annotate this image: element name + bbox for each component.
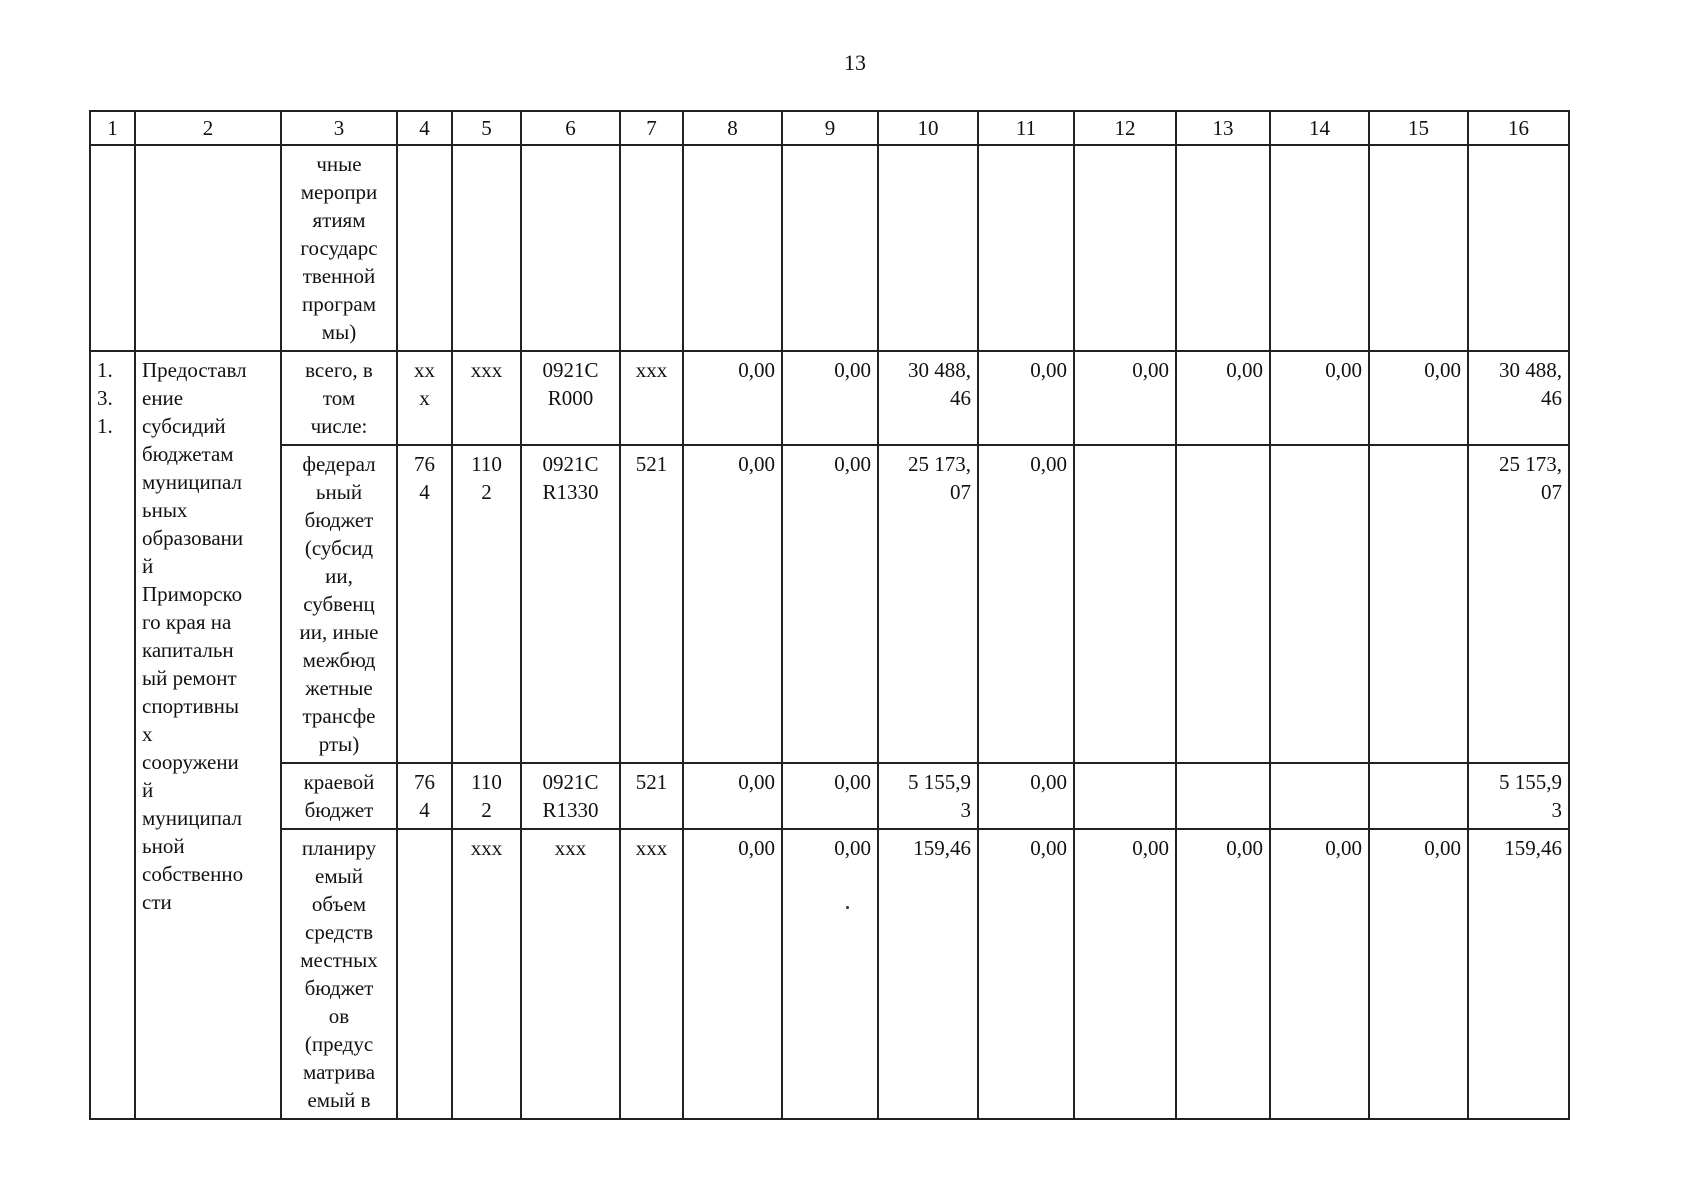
row-federal-c10: 25 173, 07 [878, 445, 978, 763]
row-total-c7: ххх [620, 351, 683, 445]
row-total-c4: хх х [397, 351, 452, 445]
row-local-c16: 159,46 [1468, 829, 1569, 1119]
row-regional-c8: 0,00 [683, 763, 782, 829]
row-federal-c5: 110 2 [452, 445, 521, 763]
budget-table [89, 110, 1570, 1120]
row-local-c5: ххх [452, 829, 521, 1119]
row-regional-c6: 0921С R1330 [521, 763, 620, 829]
row-total-c9: 0,00 [782, 351, 878, 445]
continuation-cell-14 [1270, 145, 1369, 351]
header-cell-13: 13 [1176, 111, 1270, 145]
continuation-cell-12 [1074, 145, 1176, 351]
header-cell-12: 12 [1074, 111, 1176, 145]
row-federal-c16: 25 173, 07 [1468, 445, 1569, 763]
continuation-cell-10 [878, 145, 978, 351]
row-federal-c8: 0,00 [683, 445, 782, 763]
header-cell-2: 2 [135, 111, 281, 145]
row-regional-c7: 521 [620, 763, 683, 829]
header-row [90, 111, 1569, 145]
row-regional-c14 [1270, 763, 1369, 829]
row-local-c10: 159,46 [878, 829, 978, 1119]
header-cell-5: 5 [452, 111, 521, 145]
row-regional-c4: 76 4 [397, 763, 452, 829]
row-regional-c15 [1369, 763, 1468, 829]
scan-speck [846, 906, 849, 909]
header-cell-4: 4 [397, 111, 452, 145]
table-row-total [90, 351, 1569, 445]
row-regional-c10: 5 155,9 3 [878, 763, 978, 829]
row-federal-c9: 0,00 [782, 445, 878, 763]
continuation-cell-9 [782, 145, 878, 351]
row-total-source: всего, в том числе: [281, 351, 397, 445]
header-cell-8: 8 [683, 111, 782, 145]
header-cell-6: 6 [521, 111, 620, 145]
row-local-c11: 0,00 [978, 829, 1074, 1119]
header-cell-11: 11 [978, 111, 1074, 145]
continuation-cell-4 [397, 145, 452, 351]
header-cell-1: 1 [90, 111, 135, 145]
row-total-c6: 0921С R000 [521, 351, 620, 445]
header-cell-14: 14 [1270, 111, 1369, 145]
header-cell-7: 7 [620, 111, 683, 145]
row-local-c4 [397, 829, 452, 1119]
row-local-source: планиру емый объем средств местных бюджет ов (предус матрива емый в [281, 829, 397, 1119]
row-regional-c12 [1074, 763, 1176, 829]
continuation-cell-6 [521, 145, 620, 351]
continuation-row [90, 145, 1569, 351]
row-regional-source: краевой бюджет [281, 763, 397, 829]
continuation-cell-8 [683, 145, 782, 351]
row-local-c7: ххх [620, 829, 683, 1119]
row-regional-c13 [1176, 763, 1270, 829]
row-federal-c11: 0,00 [978, 445, 1074, 763]
header-cell-15: 15 [1369, 111, 1468, 145]
continuation-source-text: чные меропри ятиям государс твенной програм мы) [281, 145, 397, 351]
row-federal-source: федерал ьный бюджет (субсид ии, субвенц ии, иные межбюд жетные трансфе рты) [281, 445, 397, 763]
row-regional-c16: 5 155,9 3 [1468, 763, 1569, 829]
continuation-cell-5 [452, 145, 521, 351]
row-federal-c14 [1270, 445, 1369, 763]
continuation-cell-13 [1176, 145, 1270, 351]
table-row-local [90, 829, 1569, 1119]
row-total-c13: 0,00 [1176, 351, 1270, 445]
item-number: 1. 3. 1. [90, 351, 135, 1119]
row-federal-c15 [1369, 445, 1468, 763]
continuation-cell-7 [620, 145, 683, 351]
header-cell-10: 10 [878, 111, 978, 145]
row-total-c12: 0,00 [1074, 351, 1176, 445]
item-name: Предоставл ение субсидий бюджетам муниципал ьных образовани й Приморско го края на капитальн ый ремонт спортивны х сооружени й муниципал ьной собственно сти [135, 351, 281, 1119]
row-local-c15: 0,00 [1369, 829, 1468, 1119]
row-total-c8: 0,00 [683, 351, 782, 445]
continuation-cell-11 [978, 145, 1074, 351]
row-regional-c5: 110 2 [452, 763, 521, 829]
continuation-cell-2 [135, 145, 281, 351]
row-total-c14: 0,00 [1270, 351, 1369, 445]
row-regional-c11: 0,00 [978, 763, 1074, 829]
row-total-c11: 0,00 [978, 351, 1074, 445]
row-total-c15: 0,00 [1369, 351, 1468, 445]
row-total-c5: ххх [452, 351, 521, 445]
row-local-c14: 0,00 [1270, 829, 1369, 1119]
page-number: 13 [844, 50, 866, 75]
continuation-cell-1 [90, 145, 135, 351]
row-local-c13: 0,00 [1176, 829, 1270, 1119]
header-cell-16: 16 [1468, 111, 1569, 145]
row-federal-c6: 0921С R1330 [521, 445, 620, 763]
continuation-cell-15 [1369, 145, 1468, 351]
row-local-c9: 0,00 [782, 829, 878, 1119]
row-federal-c13 [1176, 445, 1270, 763]
row-regional-c9: 0,00 [782, 763, 878, 829]
table-row-federal [90, 445, 1569, 763]
continuation-cell-16 [1468, 145, 1569, 351]
row-federal-c4: 76 4 [397, 445, 452, 763]
header-cell-3: 3 [281, 111, 397, 145]
table-row-regional [90, 763, 1569, 829]
row-local-c12: 0,00 [1074, 829, 1176, 1119]
row-local-c8: 0,00 [683, 829, 782, 1119]
row-local-c6: ххх [521, 829, 620, 1119]
row-total-c16: 30 488, 46 [1468, 351, 1569, 445]
row-total-c10: 30 488, 46 [878, 351, 978, 445]
row-federal-c12 [1074, 445, 1176, 763]
header-cell-9: 9 [782, 111, 878, 145]
row-federal-c7: 521 [620, 445, 683, 763]
